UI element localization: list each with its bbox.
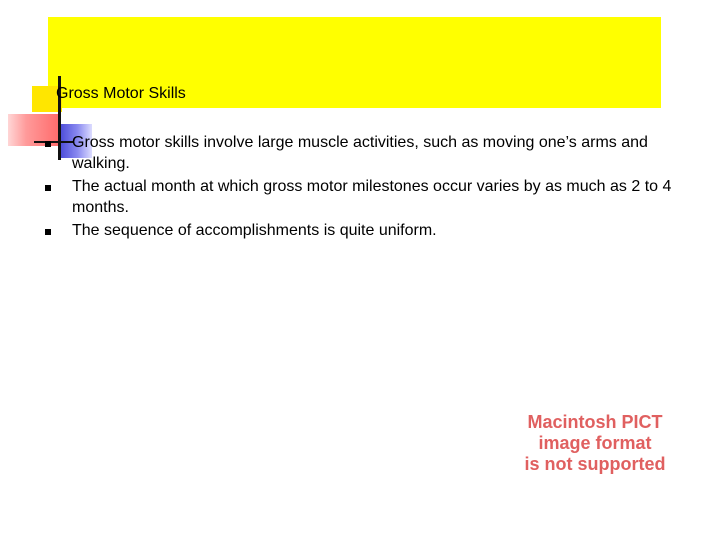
- slide-title: Gross Motor Skills: [56, 85, 186, 102]
- bullet-item: [40, 176, 680, 218]
- unsupported-image-placeholder: [505, 412, 685, 475]
- bullet-square-icon: [45, 229, 51, 235]
- bullet-list: [40, 132, 680, 243]
- bullet-text: The actual month at which gross motor milestones occur varies by as much as 2 to 4 months.: [72, 178, 672, 216]
- bullet-item: [40, 220, 680, 241]
- bullet-square-icon: [45, 141, 51, 147]
- placeholder-line: image format: [538, 433, 652, 453]
- bullet-item: [40, 132, 680, 174]
- bullet-text: The sequence of accomplishments is quite uniform.: [72, 222, 437, 239]
- bullet-text: Gross motor skills involve large muscle activities, such as moving one’s arms and walking.: [72, 134, 648, 172]
- placeholder-line: is not supported: [524, 454, 666, 474]
- bullet-square-icon: [45, 185, 51, 191]
- placeholder-line: Macintosh PICT: [527, 412, 663, 432]
